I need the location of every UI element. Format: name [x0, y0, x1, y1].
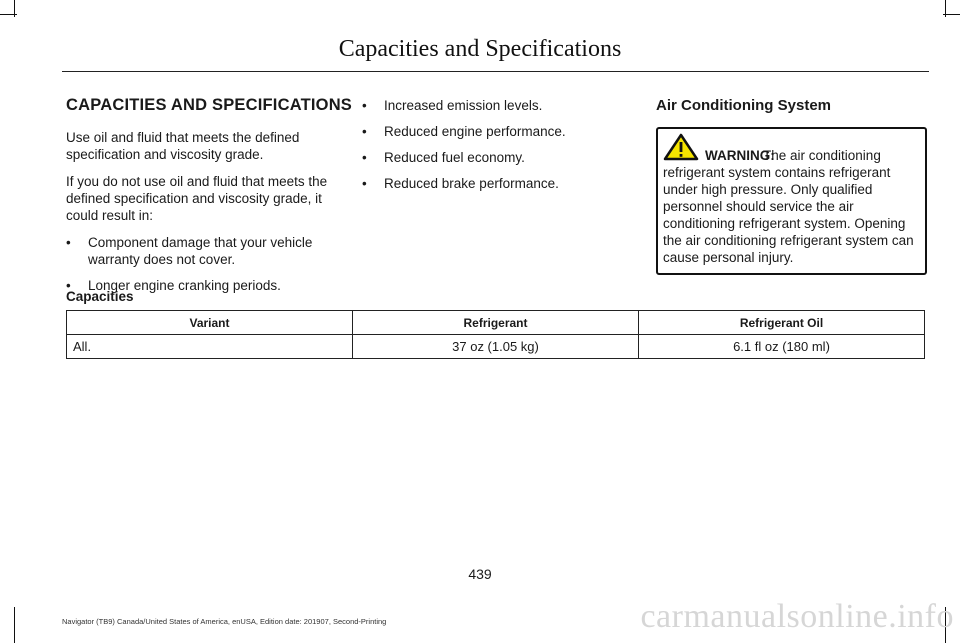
page-title: Capacities and Specifications [338, 36, 622, 62]
column-3 [656, 97, 926, 275]
bullet: • [362, 124, 367, 139]
list-item: • Reduced engine performance. [362, 124, 566, 139]
section-heading: CAPACITIES AND SPECIFICATIONS [66, 96, 353, 114]
ac-system-heading: Air Conditioning System [656, 97, 832, 114]
bullet: • [66, 235, 71, 250]
header-refrigerant-oil: Refrigerant Oil [639, 311, 925, 335]
bullet: • [362, 150, 367, 165]
warning-label: WARNING: [705, 148, 775, 163]
column-1 [66, 96, 353, 303]
table-row [67, 335, 925, 359]
header-variant: Variant [67, 311, 353, 335]
intro-paragraph: Use oil and fluid that meets the defined specification and viscosity grade. [66, 130, 300, 162]
cell-refrigerant-oil: 6.1 fl oz (180 ml) [639, 335, 925, 359]
consequence-list-continued [362, 97, 622, 192]
list-item: • Reduced brake performance. [362, 176, 559, 191]
list-item: • Component damage that your vehicle warranty does not cover. [66, 235, 313, 267]
warning-triangle-icon [663, 133, 699, 161]
page-number: 439 [468, 566, 492, 582]
list-item: • Reduced fuel economy. [362, 150, 525, 165]
bullet: • [66, 278, 71, 293]
header-refrigerant: Refrigerant [353, 311, 639, 335]
bullet: • [362, 98, 367, 113]
crop-mark-top-right-v [945, 0, 946, 17]
list-item: • Longer engine cranking periods. [66, 278, 281, 293]
column-2 [362, 97, 622, 201]
footer-edition: Navigator (TB9) Canada/United States of America, enUSA, Edition date: 201907, Second-Printing [62, 617, 387, 626]
capacities-table [66, 310, 925, 359]
table-header-row [67, 311, 925, 335]
capacities-label: Capacities [66, 289, 134, 304]
header-rule [62, 71, 929, 72]
warning-box [656, 127, 927, 275]
cell-refrigerant: 37 oz (1.05 kg) [353, 335, 639, 359]
crop-mark-top-left-v [14, 0, 15, 17]
list-item: • Increased emission levels. [362, 98, 543, 113]
consequence-paragraph: If you do not use oil and fluid that meets the defined specification and viscosity grade, it could result in: [66, 174, 328, 223]
cell-variant: All. [67, 335, 353, 359]
warning-text: The air conditioning refrigerant system contains refrigerant under high pressure. Only qualified personnel should service the air conditioning refrigerant system. Opening the air conditioning refrigerant system can cause personal injury. [663, 148, 914, 265]
consequence-list [66, 234, 346, 294]
watermark: carmanualsonline.info [640, 598, 954, 635]
bullet: • [362, 176, 367, 191]
crop-mark-bottom-left-v [14, 607, 15, 643]
